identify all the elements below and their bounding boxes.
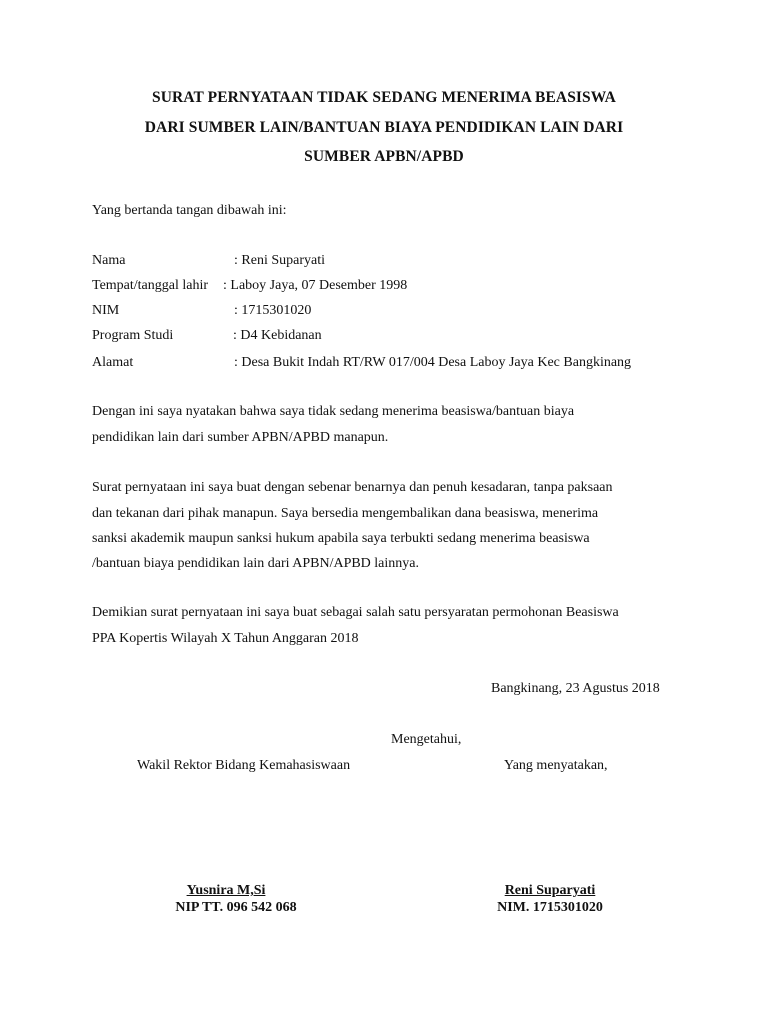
right-signatory-name [470,883,630,899]
field-value-nim: : 1715301020 [234,303,312,318]
paragraph-2-line-2: dan tekanan dari pihak manapun. Saya bersedia mengembalikan dana beasiswa, menerima [92,506,599,521]
paragraph-2-line-3: sanksi akademik maupun sanksi hukum apabila saya terbukti sedang menerima beasiswa [92,531,590,546]
place-date: Bangkinang, 23 Agustus 2018 [491,681,660,696]
field-value-prodi: : D4 Kebidanan [233,328,322,343]
field-label-prodi: Program Studi [92,328,174,343]
title-line-3: SUMBER APBN/APBD [304,148,464,165]
title-line-2: DARI SUMBER LAIN/BANTUAN BIAYA PENDIDIKAN LAIN DARI [144,119,624,136]
paragraph-1-line-1: Dengan ini saya nyatakan bahwa saya tidak sedang menerima beasiswa/bantuan biaya [92,404,575,419]
left-signatory-name [136,883,316,899]
field-label-nim: NIM [92,303,120,318]
paragraph-2-line-1: Surat pernyataan ini saya buat dengan sebenar benarnya dan penuh kesadaran, tanpa paksaan [92,480,613,495]
field-label-alamat: Alamat [92,355,134,370]
paragraph-2-line-4: /bantuan biaya pendidikan lain dari APBN/APBD lainnya. [92,556,420,571]
field-value-ttl: : Laboy Jaya, 07 Desember 1998 [223,278,408,293]
field-value-alamat: : Desa Bukit Indah RT/RW 017/004 Desa Laboy Jaya Kec Bangkinang [234,355,632,370]
title-line-1: SURAT PERNYATAAN TIDAK SEDANG MENERIMA BEASISWA [152,89,616,106]
field-label-nama: Nama [92,253,126,268]
right-signatory-role: Yang menyatakan, [504,758,608,773]
intro-text: Yang bertanda tangan dibawah ini: [92,203,287,218]
paragraph-3-line-1: Demikian surat pernyataan ini saya buat sebagai salah satu persyaratan permohonan Beasiswa [92,605,619,620]
paragraph-3-line-2: PPA Kopertis Wilayah X Tahun Anggaran 2018 [92,631,359,646]
right-signatory-name-text: Reni Suparyati [504,883,596,898]
mengetahui-label: Mengetahui, [391,732,462,747]
paragraph-1-line-2: pendidikan lain dari sumber APBN/APBD manapun. [92,430,389,445]
left-signatory-name-text: Yusnira M,Si [186,883,266,898]
field-value-nama: : Reni Suparyati [234,253,325,268]
left-signatory-role: Wakil Rektor Bidang Kemahasiswaan [137,758,351,773]
right-signatory-id: NIM. 1715301020 [497,900,603,915]
field-label-ttl: Tempat/tanggal lahir [92,278,209,293]
left-signatory-id: NIP TT. 096 542 068 [175,900,297,915]
